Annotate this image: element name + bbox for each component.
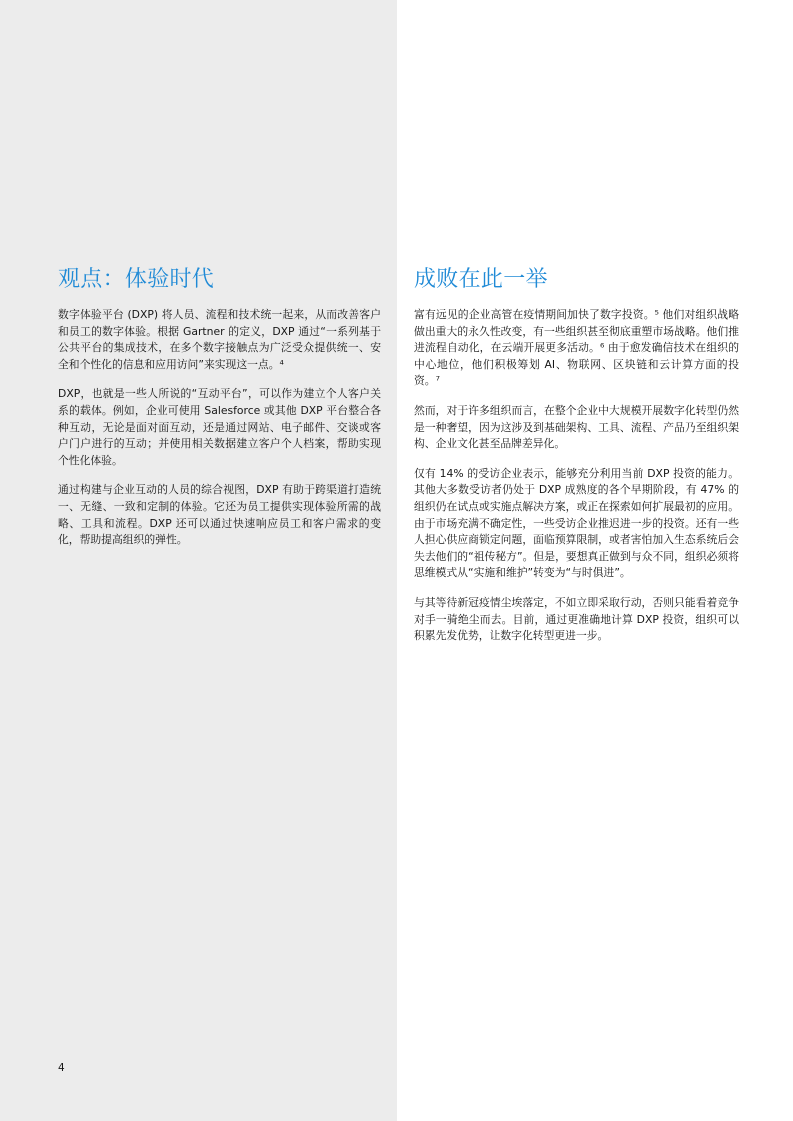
- left-paragraph-1: 数字体验平台 (DXP) 将人员、流程和技术统一起来，从而改善客户和员工的数字体验。根据 Gartner 的定义，DXP 通过“一系列基于公共平台的集成技术，在多个数字接触点为广泛受众提供统一、安全和个性化的信息和应用访问”来实现这一点。⁴: [58, 308, 381, 371]
- left-paragraph-2: DXP，也就是一些人所说的“互动平台”，可以作为建立个人客户关系的载体。例如，企业可使用 Salesforce 或其他 DXP 平台整合各种互动，无论是面对面互动，还是通过网站、电子邮件、交谈或客户门户进行的互动；并使用相关数据建立客户个人档案，帮助实现个性化体验。: [58, 387, 381, 467]
- right-paragraph-4: 与其等待新冠疫情尘埃落定，不如立即采取行动，否则只能看着竞争对手一骑绝尘而去。目前，通过更准确地计算 DXP 投资，组织可以积累先发优势，让数字化转型更进一步。: [414, 595, 739, 643]
- right-paragraph-2: 然而，对于许多组织而言，在整个企业中大规模开展数字化转型仍然是一种奢望，因为这涉及到基础架构、工具、流程、产品乃至组织架构、企业文化甚至品牌差异化。: [414, 403, 739, 451]
- right-paragraph-3: 仅有 14% 的受访企业表示，能够充分利用当前 DXP 投资的能力。其他大多数受访者仍处于 DXP 成熟度的各个早期阶段，有 47% 的组织仍在试点或实施点解决方案，或正在探索如何扩展最初的应用。由于市场充满不确定性，一些受访企业推迟进一步的投资。还有一些人担心供应商锁定问题，面临预算限制，或者害怕加入生态系统后会失去他们的“祖传秘方”。但是，要想真正做到与众不同，组织必须将思维模式从“实施和维护”转变为“与时俱进”。: [414, 466, 739, 580]
- page-number: 4: [58, 1062, 65, 1074]
- left-paragraph-3: 通过构建与企业互动的人员的综合视图，DXP 有助于跨渠道打造统一、无缝、一致和定制的体验。它还为员工提供实现体验所需的战略、工具和流程。DXP 还可以通过快速响应员工和客户需求的变化，帮助提高组织的弹性。: [58, 483, 381, 547]
- right-section-title: 成败在此一举: [414, 267, 548, 292]
- left-section-title: 观点：体验时代: [58, 267, 215, 292]
- left-column: [58, 266, 381, 562]
- right-paragraph-1: 富有远见的企业高管在疫情期间加快了数字投资。⁵ 他们对组织战略做出重大的永久性改变，有一些组织甚至彻底重塑市场战略。他们推进流程自动化，在云端开展更多活动。⁶ 由于愈发确信技术在组织的中心地位，他们积极筹划 AI、物联网、区块链和云计算方面的投资。⁷: [414, 308, 739, 388]
- right-column: [414, 266, 739, 658]
